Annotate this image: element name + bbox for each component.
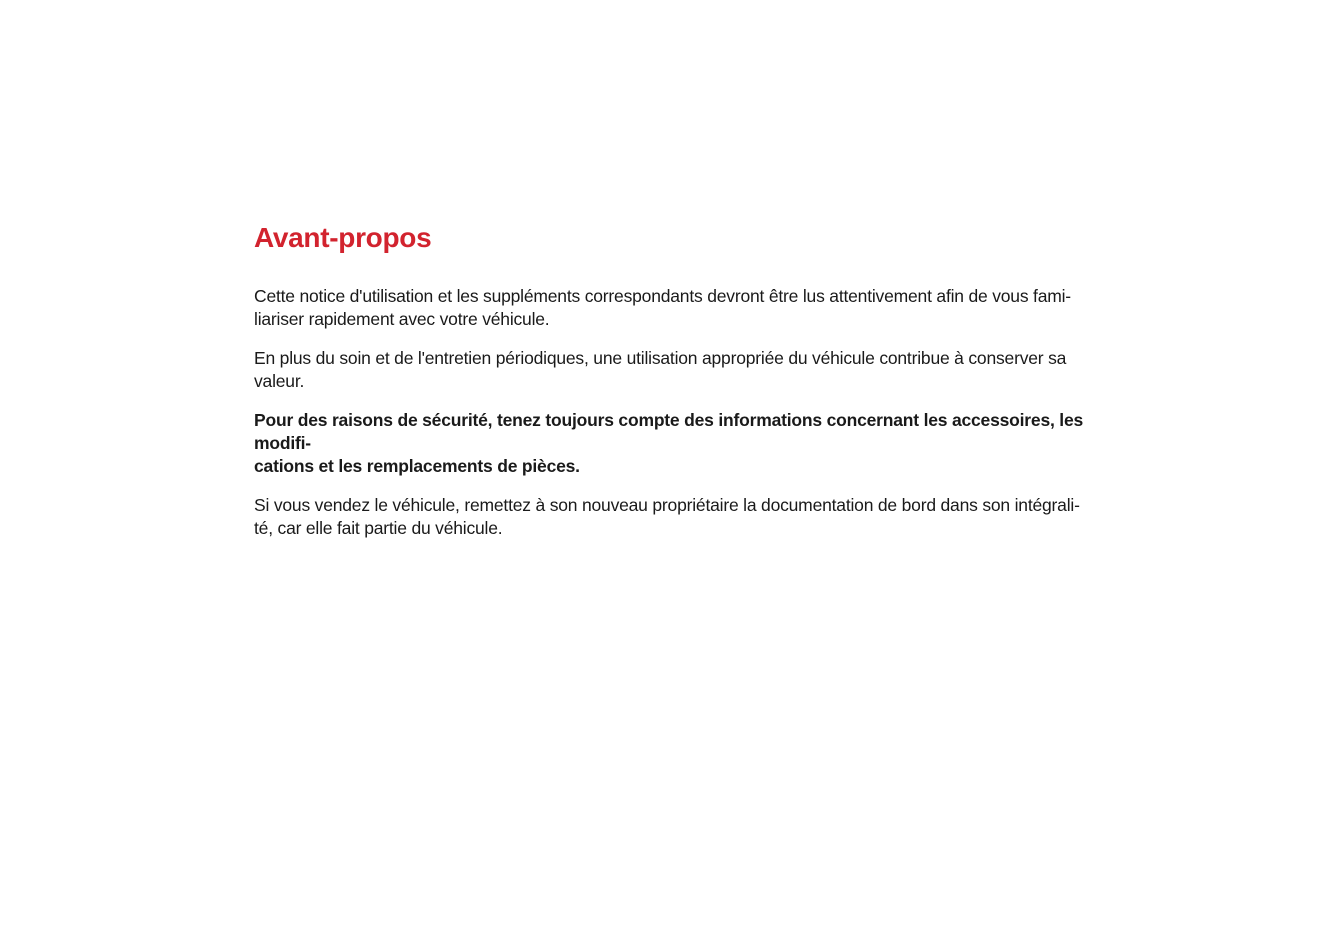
paragraph-line: liariser rapidement avec votre véhicule. — [254, 309, 550, 329]
paragraph-line: valeur. — [254, 371, 305, 391]
paragraph-line: Cette notice d'utilisation et les suppléments correspondants devront être lus attentivement afin de vous fami- — [254, 286, 1071, 306]
foreword-section — [254, 222, 1140, 556]
paragraph-line: Si vous vendez le véhicule, remettez à son nouveau propriétaire la documentation de bord dans son intégrali- — [254, 495, 1080, 515]
paragraph-line: cations et les remplacements de pièces. — [254, 456, 580, 476]
paragraph-line: En plus du soin et de l'entretien périodiques, une utilisation appropriée du véhicule contribue à conserver sa — [254, 348, 1067, 368]
paragraph-resale — [254, 494, 1140, 540]
page-title: Avant-propos — [254, 222, 432, 253]
paragraph-safety-notice — [254, 409, 1140, 478]
paragraph-line: té, car elle fait partie du véhicule. — [254, 518, 503, 538]
paragraph-line: Pour des raisons de sécurité, tenez toujours compte des informations concernant les accessoires, les modifi- — [254, 410, 1084, 453]
paragraph-maintenance — [254, 347, 1140, 393]
paragraph-intro — [254, 285, 1140, 331]
